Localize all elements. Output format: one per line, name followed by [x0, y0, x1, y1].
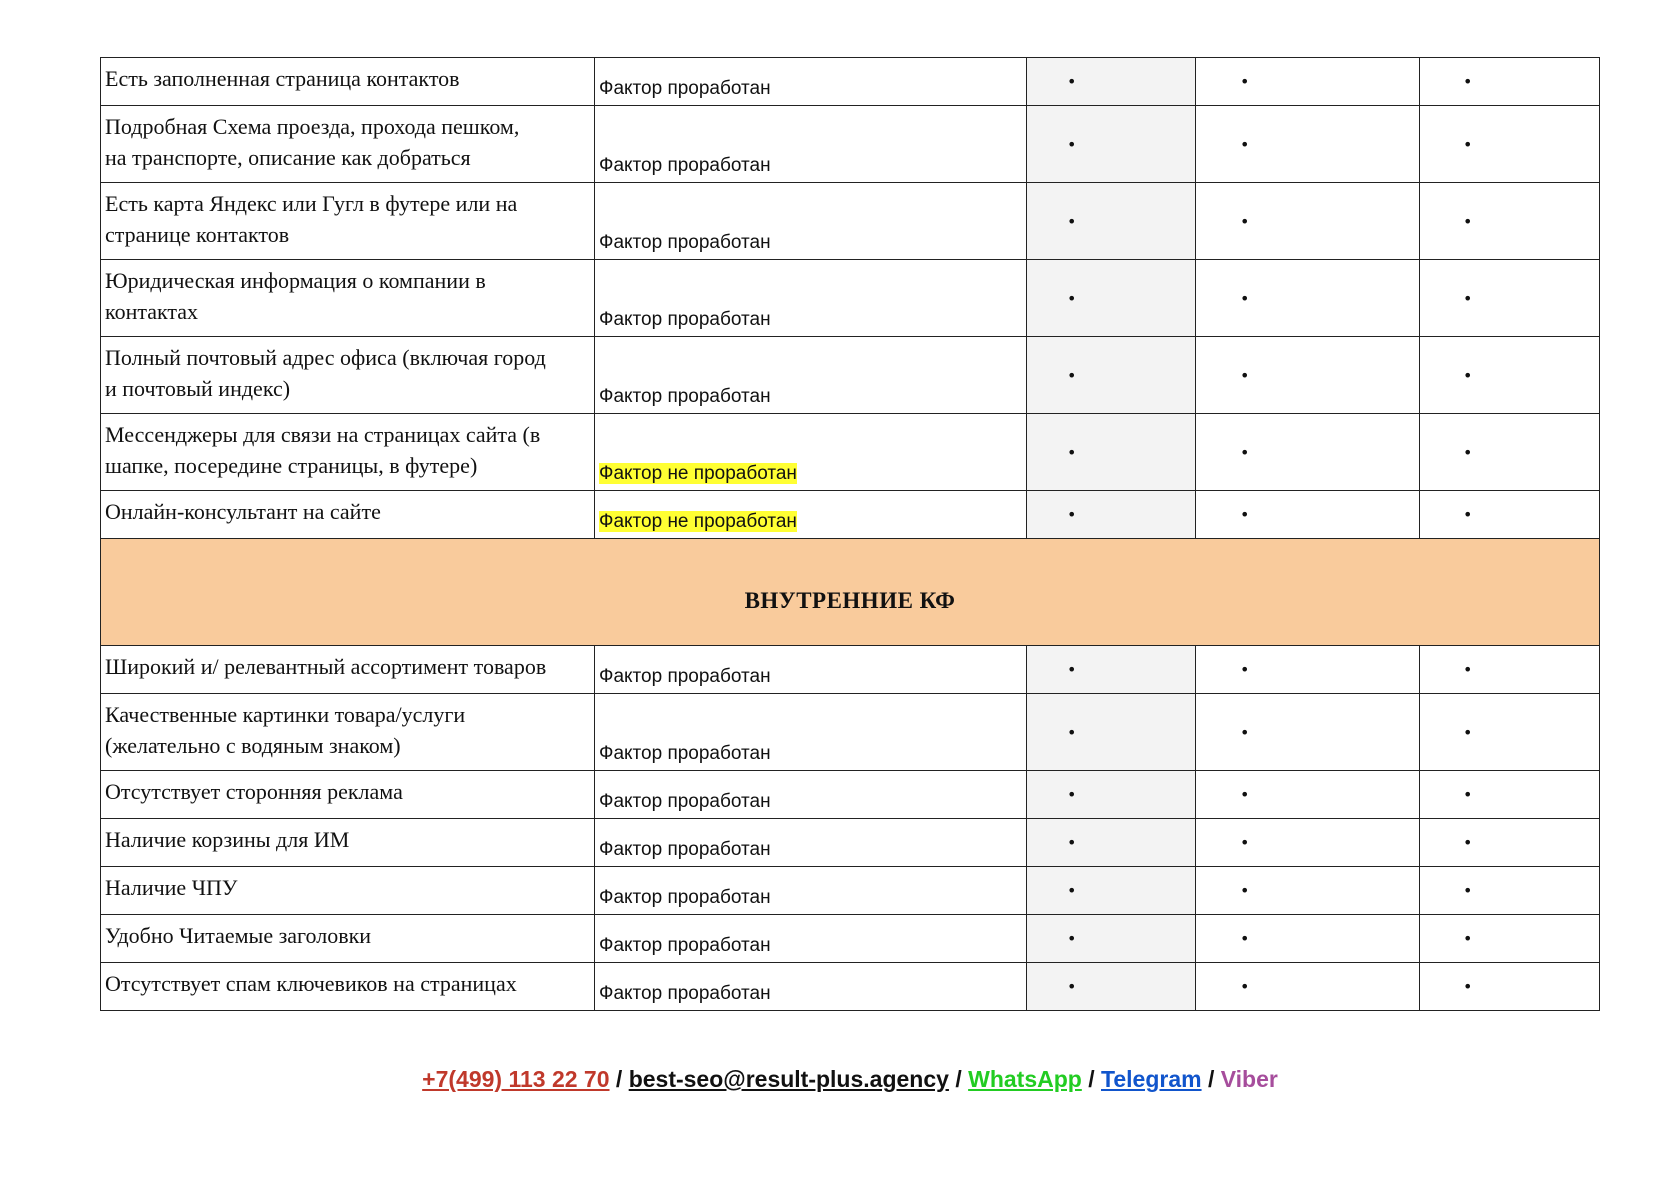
bullet-icon: • [1463, 722, 1473, 742]
table-row [101, 694, 1600, 771]
bullet-cell [1420, 867, 1600, 915]
bullet-icon: • [1240, 722, 1250, 742]
factor-cell [101, 819, 595, 867]
status-cell [595, 771, 1027, 819]
bullet-cell [1420, 337, 1600, 414]
bullet-cell [1027, 915, 1196, 963]
table-row [101, 58, 1600, 106]
bullet-cell [1027, 260, 1196, 337]
factor-text-line: Онлайн-консультант на сайте [105, 499, 381, 524]
status-done-text: Фактор проработан [599, 78, 771, 99]
bullet-icon: • [1463, 211, 1473, 231]
bullet-icon: • [1067, 929, 1077, 948]
bullet-cell [1420, 491, 1600, 539]
status-done-text: Фактор проработан [599, 887, 771, 908]
email-link[interactable]: best-seo@result-plus.agency [628, 1066, 949, 1092]
bullet-icon: • [1067, 505, 1077, 524]
factor-cell [101, 867, 595, 915]
bullet-icon: • [1067, 660, 1077, 679]
table-row [101, 414, 1600, 491]
bullet-icon: • [1463, 833, 1473, 852]
bullet-icon: • [1240, 72, 1250, 91]
bullet-cell [1420, 646, 1600, 694]
bullet-cell [1196, 963, 1420, 1011]
bullet-icon: • [1463, 365, 1473, 385]
status-cell [595, 694, 1027, 771]
bullet-icon: • [1067, 134, 1077, 154]
table-row [101, 646, 1600, 694]
factor-cell [101, 646, 595, 694]
factor-text-line: Есть заполненная страница контактов [105, 66, 460, 91]
factor-cell [101, 963, 595, 1011]
bullet-icon: • [1240, 785, 1250, 804]
whatsapp-link[interactable]: WhatsApp [968, 1066, 1082, 1092]
status-done-text: Фактор проработан [599, 983, 771, 1004]
contacts-footer [0, 1066, 1680, 1093]
bullet-cell [1027, 491, 1196, 539]
factor-cell [101, 337, 595, 414]
status-done-text: Фактор проработан [599, 155, 771, 176]
factor-cell [101, 106, 595, 183]
bullet-icon: • [1240, 211, 1250, 231]
status-done-text: Фактор проработан [599, 386, 771, 407]
table-row [101, 771, 1600, 819]
status-cell [595, 915, 1027, 963]
separator: / [1081, 1066, 1101, 1092]
status-not-done-text: Фактор не проработан [599, 463, 797, 484]
factor-text-line: Удобно Читаемые заголовки [105, 923, 372, 948]
bullet-icon: • [1240, 288, 1250, 308]
factor-text-line: (желательно с водяным знаком) [105, 733, 401, 758]
bullet-cell [1196, 260, 1420, 337]
bullet-cell [1027, 183, 1196, 260]
factor-text-line: Качественные картинки товара/услуги [105, 702, 466, 727]
bullet-icon: • [1067, 72, 1077, 91]
bullet-icon: • [1240, 134, 1250, 154]
table-row [101, 183, 1600, 260]
bullet-icon: • [1240, 365, 1250, 385]
status-done-text: Фактор проработан [599, 666, 771, 687]
bullet-icon: • [1067, 977, 1077, 996]
factor-text-line: Мессенджеры для связи на страницах сайта (в [105, 422, 541, 447]
telegram-link[interactable]: Telegram [1101, 1066, 1202, 1092]
bullet-cell [1196, 337, 1420, 414]
bullet-cell [1196, 646, 1420, 694]
bullet-cell [1027, 771, 1196, 819]
factor-text-line: шапке, посередине страницы, в футере) [105, 453, 478, 478]
table-row [101, 337, 1600, 414]
factor-cell [101, 491, 595, 539]
status-done-text: Фактор проработан [599, 839, 771, 860]
factor-text-line: Отсутствует спам ключевиков на страницах [105, 971, 517, 996]
status-cell [595, 646, 1027, 694]
factor-cell [101, 414, 595, 491]
factor-cell [101, 58, 595, 106]
factor-text-line: Наличие корзины для ИМ [105, 827, 350, 852]
bullet-cell [1196, 106, 1420, 183]
separator: / [948, 1066, 969, 1092]
bullet-cell [1196, 694, 1420, 771]
status-not-done-text: Фактор не проработан [599, 511, 797, 532]
bullet-icon: • [1067, 288, 1077, 308]
separator: / [609, 1066, 629, 1092]
bullet-cell [1196, 491, 1420, 539]
status-cell [595, 337, 1027, 414]
bullet-cell [1027, 106, 1196, 183]
audit-table-body [101, 58, 1600, 1011]
phone-link[interactable]: +7(499) 113 22 70 [422, 1066, 610, 1092]
bullet-cell [1420, 771, 1600, 819]
section-row [101, 539, 1600, 646]
bullet-cell [1027, 414, 1196, 491]
bullet-icon: • [1240, 977, 1250, 996]
bullet-cell [1420, 183, 1600, 260]
separator: / [1201, 1066, 1221, 1092]
bullet-icon: • [1240, 442, 1250, 462]
bullet-cell [1420, 414, 1600, 491]
table-row [101, 819, 1600, 867]
bullet-cell [1027, 963, 1196, 1011]
bullet-icon: • [1463, 660, 1473, 679]
status-cell [595, 414, 1027, 491]
bullet-icon: • [1240, 505, 1250, 524]
bullet-cell [1196, 58, 1420, 106]
status-cell [595, 58, 1027, 106]
factor-text-line: Отсутствует сторонняя реклама [105, 779, 403, 804]
factor-text-line: и почтовый индекс) [105, 376, 291, 401]
bullet-icon: • [1463, 881, 1473, 900]
status-done-text: Фактор проработан [599, 935, 771, 956]
bullet-cell [1420, 106, 1600, 183]
bullet-cell [1420, 819, 1600, 867]
table-row [101, 867, 1600, 915]
bullet-icon: • [1463, 929, 1473, 948]
factor-cell [101, 915, 595, 963]
bullet-cell [1196, 867, 1420, 915]
bullet-icon: • [1463, 442, 1473, 462]
section-title: ВНУТРЕННИЕ КФ [101, 539, 1600, 646]
factor-text-line: Юридическая информация о компании в [105, 268, 486, 293]
status-cell [595, 819, 1027, 867]
factor-text-line: Наличие ЧПУ [105, 875, 238, 900]
bullet-icon: • [1067, 722, 1077, 742]
bullet-icon: • [1067, 833, 1077, 852]
bullet-cell [1420, 694, 1600, 771]
status-cell [595, 491, 1027, 539]
bullet-icon: • [1067, 881, 1077, 900]
bullet-icon: • [1067, 365, 1077, 385]
audit-table [100, 57, 1600, 1011]
factor-text-line: Широкий и/ релевантный ассортимент товаров [105, 654, 547, 679]
factor-text-line: на транспорте, описание как добраться [105, 145, 471, 170]
bullet-cell [1027, 58, 1196, 106]
factor-cell [101, 183, 595, 260]
bullet-cell [1420, 963, 1600, 1011]
status-cell [595, 867, 1027, 915]
bullet-icon: • [1067, 211, 1077, 231]
bullet-cell [1420, 58, 1600, 106]
factor-text-line: Подробная Схема проезда, прохода пешком, [105, 114, 520, 139]
status-done-text: Фактор проработан [599, 232, 771, 253]
viber-link[interactable]: Viber [1220, 1066, 1278, 1092]
factor-cell [101, 771, 595, 819]
bullet-cell [1196, 183, 1420, 260]
table-row [101, 915, 1600, 963]
bullet-cell [1196, 414, 1420, 491]
bullet-icon: • [1463, 785, 1473, 804]
bullet-cell [1420, 915, 1600, 963]
bullet-cell [1027, 646, 1196, 694]
bullet-cell [1027, 337, 1196, 414]
factor-text-line: Полный почтовый адрес офиса (включая город [105, 345, 546, 370]
status-done-text: Фактор проработан [599, 309, 771, 330]
bullet-cell [1027, 867, 1196, 915]
bullet-cell [1027, 819, 1196, 867]
bullet-icon: • [1240, 929, 1250, 948]
bullet-icon: • [1463, 505, 1473, 524]
bullet-icon: • [1240, 660, 1250, 679]
bullet-cell [1196, 771, 1420, 819]
status-cell [595, 963, 1027, 1011]
factor-cell [101, 260, 595, 337]
table-row [101, 260, 1600, 337]
status-done-text: Фактор проработан [599, 743, 771, 764]
bullet-cell [1420, 260, 1600, 337]
bullet-icon: • [1067, 785, 1077, 804]
factor-text-line: странице контактов [105, 222, 290, 247]
status-cell [595, 106, 1027, 183]
bullet-icon: • [1240, 833, 1250, 852]
bullet-cell [1196, 915, 1420, 963]
bullet-cell [1027, 694, 1196, 771]
table-row [101, 491, 1600, 539]
bullet-icon: • [1463, 134, 1473, 154]
factor-text-line: Есть карта Яндекс или Гугл в футере или на [105, 191, 518, 216]
bullet-icon: • [1067, 442, 1077, 462]
table-row [101, 963, 1600, 1011]
bullet-cell [1196, 819, 1420, 867]
status-cell [595, 183, 1027, 260]
bullet-icon: • [1240, 881, 1250, 900]
status-done-text: Фактор проработан [599, 791, 771, 812]
bullet-icon: • [1463, 72, 1473, 91]
factor-text-line: контактах [105, 299, 199, 324]
status-cell [595, 260, 1027, 337]
bullet-icon: • [1463, 288, 1473, 308]
table-row [101, 106, 1600, 183]
factor-cell [101, 694, 595, 771]
bullet-icon: • [1463, 977, 1473, 996]
